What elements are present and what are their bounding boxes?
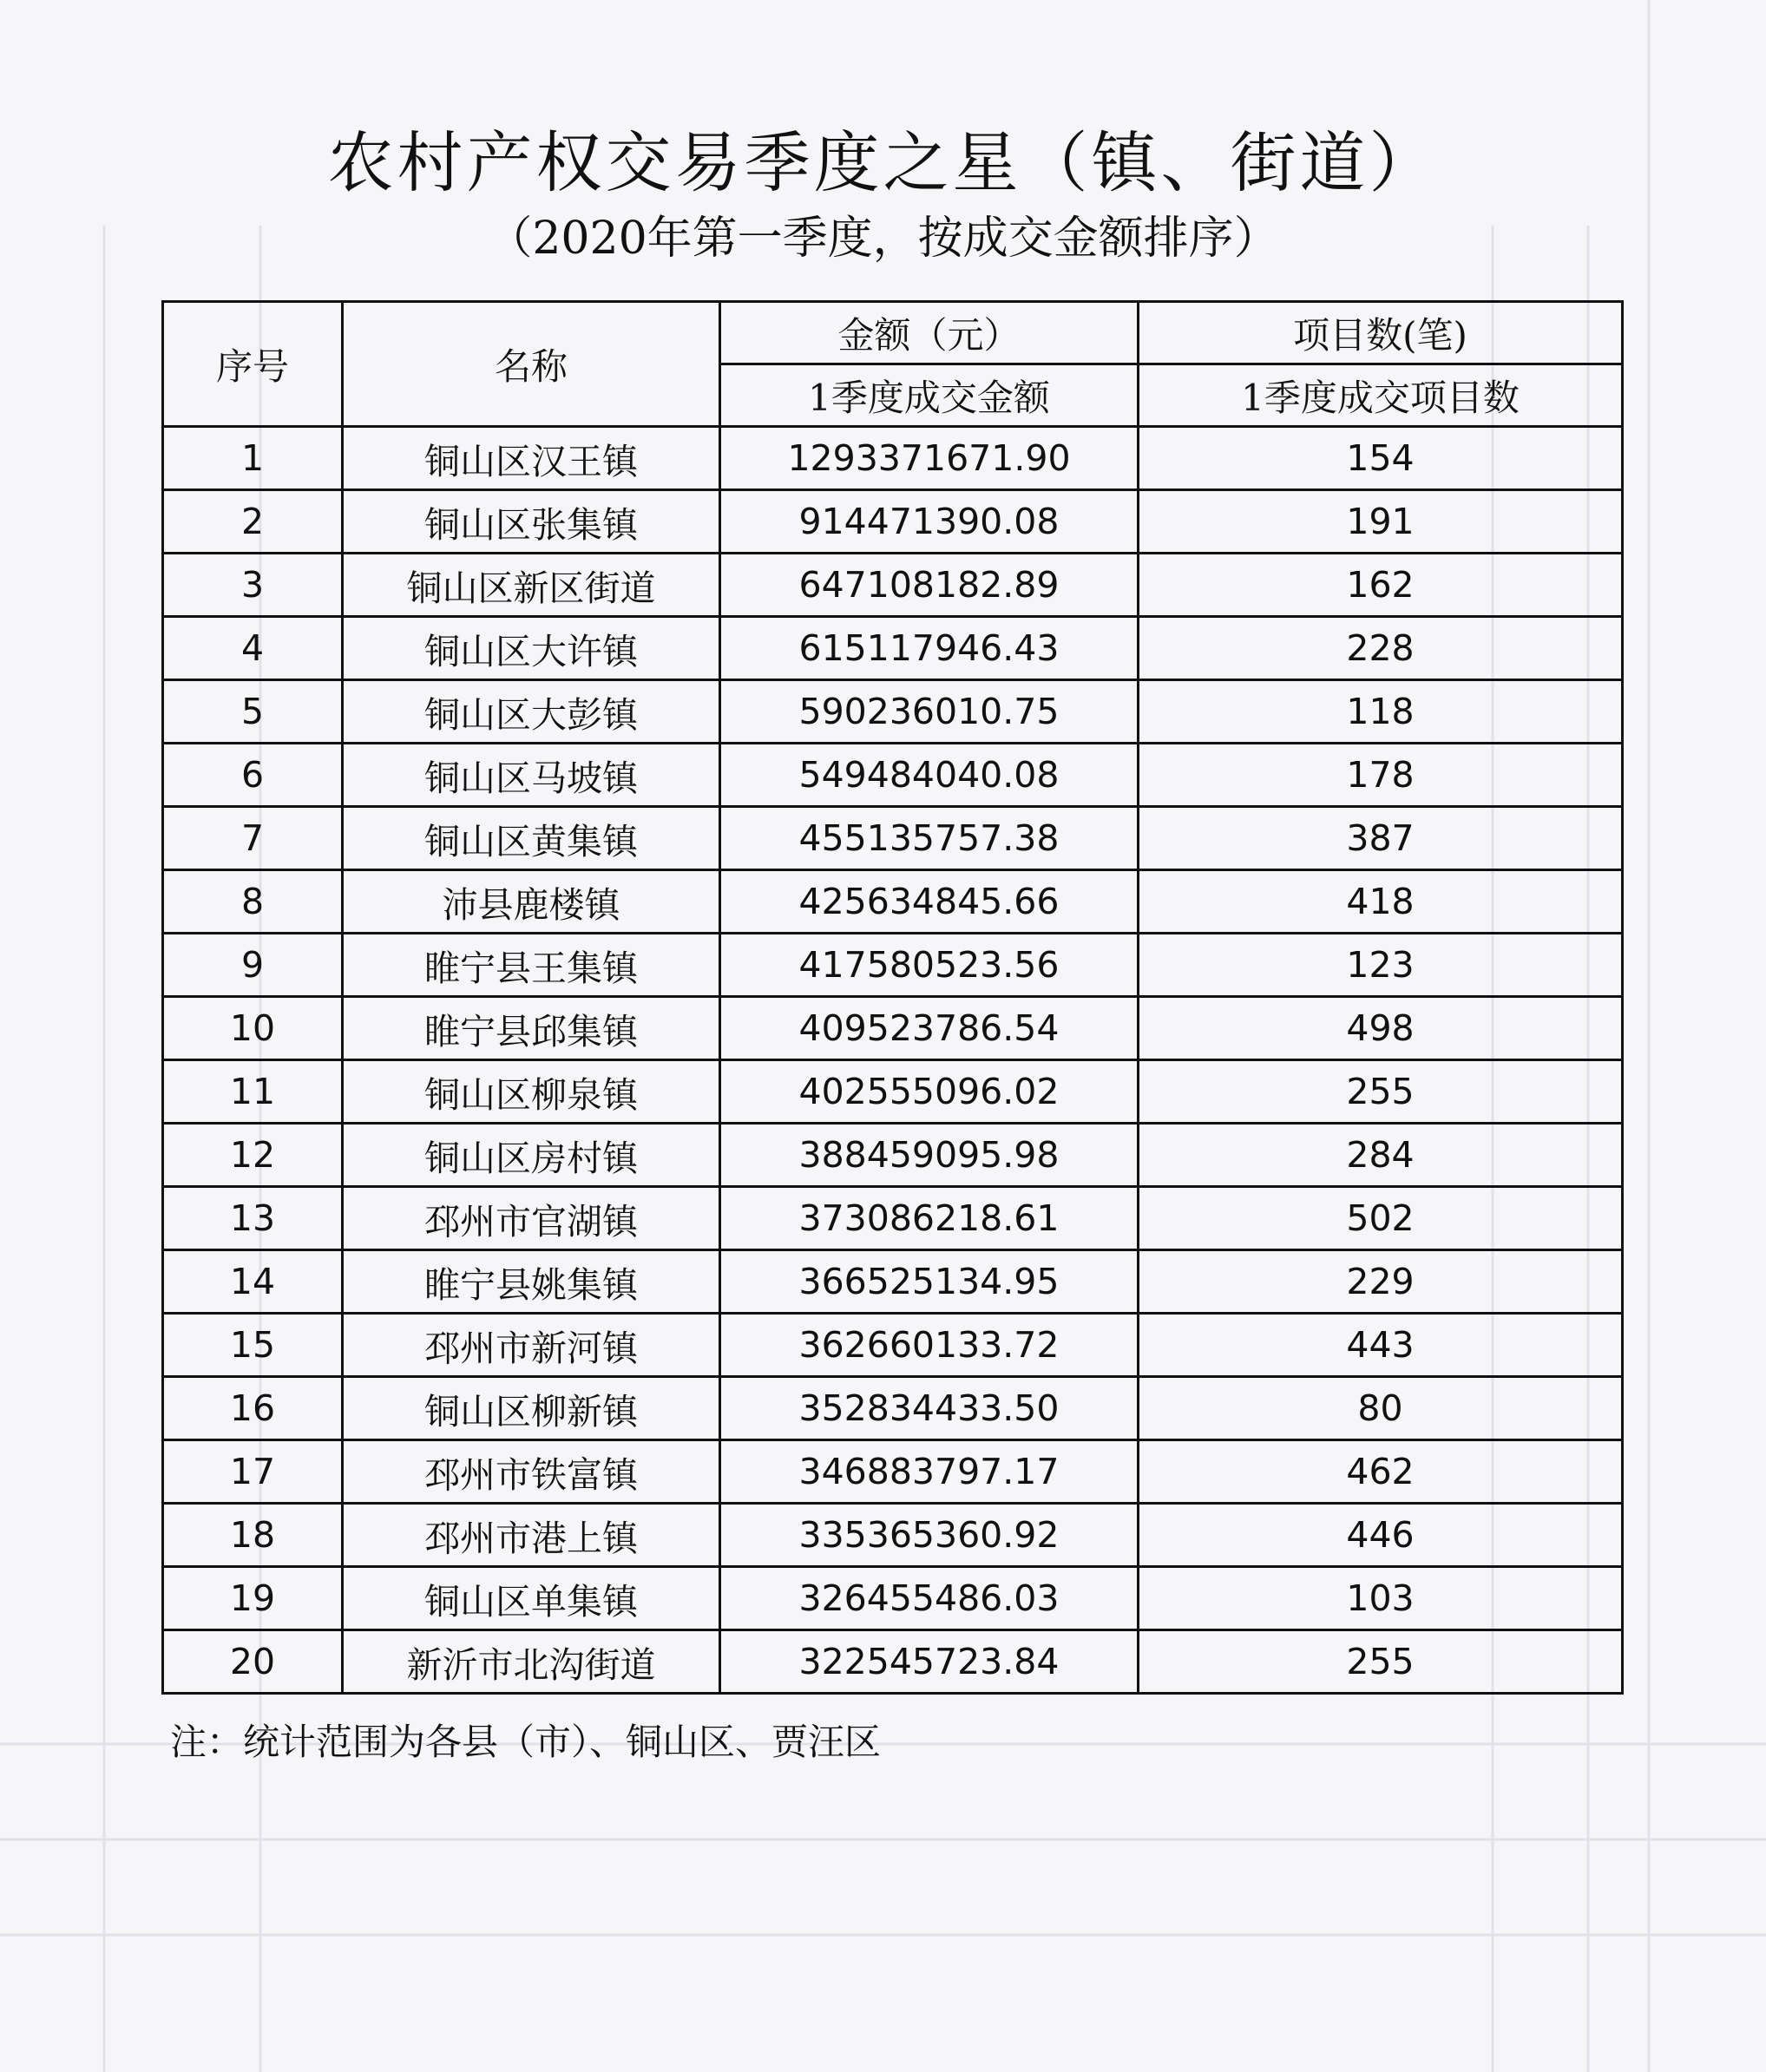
cell-seq: 7 [163, 807, 343, 870]
ranking-table [161, 300, 1624, 1695]
cell-amount: 417580523.56 [720, 934, 1139, 997]
cell-amount: 455135757.38 [720, 807, 1139, 870]
cell-amount: 388459095.98 [720, 1124, 1139, 1187]
cell-count: 103 [1139, 1567, 1623, 1630]
cell-amount: 366525134.95 [720, 1250, 1139, 1314]
table-row [163, 490, 1623, 554]
cell-count: 462 [1139, 1440, 1623, 1504]
cell-name: 铜山区新区街道 [343, 554, 720, 617]
cell-amount: 549484040.08 [720, 744, 1139, 807]
cell-seq: 17 [163, 1440, 343, 1504]
cell-seq: 9 [163, 934, 343, 997]
cell-count: 229 [1139, 1250, 1623, 1314]
cell-amount: 346883797.17 [720, 1440, 1139, 1504]
cell-amount: 590236010.75 [720, 680, 1139, 744]
cell-count: 178 [1139, 744, 1623, 807]
cell-count: 80 [1139, 1377, 1623, 1440]
header-amount-group: 金额（元） [720, 302, 1139, 364]
cell-amount: 352834433.50 [720, 1377, 1139, 1440]
table-row [163, 870, 1623, 934]
cell-count: 255 [1139, 1630, 1623, 1694]
cell-amount: 914471390.08 [720, 490, 1139, 554]
cell-count: 118 [1139, 680, 1623, 744]
cell-name: 邳州市官湖镇 [343, 1187, 720, 1250]
table-row [163, 617, 1623, 680]
cell-amount: 326455486.03 [720, 1567, 1139, 1630]
cell-seq: 16 [163, 1377, 343, 1440]
cell-seq: 14 [163, 1250, 343, 1314]
cell-count: 498 [1139, 997, 1623, 1060]
cell-name: 铜山区单集镇 [343, 1567, 720, 1630]
cell-amount: 1293371671.90 [720, 427, 1139, 490]
cell-seq: 19 [163, 1567, 343, 1630]
cell-count: 154 [1139, 427, 1623, 490]
page-subtitle: （2020年第一季度，按成交金额排序） [487, 213, 1279, 265]
cell-name: 铜山区大许镇 [343, 617, 720, 680]
table-row [163, 427, 1623, 490]
table-row [163, 1440, 1623, 1504]
cell-count: 191 [1139, 490, 1623, 554]
cell-seq: 11 [163, 1060, 343, 1124]
cell-seq: 10 [163, 997, 343, 1060]
cell-count: 387 [1139, 807, 1623, 870]
cell-seq: 6 [163, 744, 343, 807]
cell-amount: 402555096.02 [720, 1060, 1139, 1124]
cell-amount: 335365360.92 [720, 1504, 1139, 1567]
cell-count: 443 [1139, 1314, 1623, 1377]
cell-seq: 2 [163, 490, 343, 554]
cell-seq: 18 [163, 1504, 343, 1567]
page-title: 农村产权交易季度之星（镇、街道） [327, 124, 1439, 201]
cell-count: 162 [1139, 554, 1623, 617]
table-row [163, 1567, 1623, 1630]
table-row [163, 997, 1623, 1060]
cell-name: 铜山区房村镇 [343, 1124, 720, 1187]
header-seq: 序号 [163, 302, 343, 427]
table-row [163, 1124, 1623, 1187]
cell-seq: 5 [163, 680, 343, 744]
cell-name: 铜山区大彭镇 [343, 680, 720, 744]
table-row [163, 1060, 1623, 1124]
cell-seq: 1 [163, 427, 343, 490]
cell-seq: 20 [163, 1630, 343, 1694]
cell-count: 284 [1139, 1124, 1623, 1187]
cell-name: 铜山区柳新镇 [343, 1377, 720, 1440]
cell-name: 新沂市北沟街道 [343, 1630, 720, 1694]
cell-name: 睢宁县姚集镇 [343, 1250, 720, 1314]
cell-count: 255 [1139, 1060, 1623, 1124]
table-row [163, 1187, 1623, 1250]
cell-name: 铜山区张集镇 [343, 490, 720, 554]
cell-amount: 615117946.43 [720, 617, 1139, 680]
cell-name: 邳州市港上镇 [343, 1504, 720, 1567]
cell-count: 418 [1139, 870, 1623, 934]
cell-amount: 425634845.66 [720, 870, 1139, 934]
cell-seq: 13 [163, 1187, 343, 1250]
header-amount-sub: 1季度成交金额 [720, 364, 1139, 427]
cell-name: 睢宁县邱集镇 [343, 997, 720, 1060]
table-row [163, 680, 1623, 744]
table-row [163, 1630, 1623, 1694]
header-name: 名称 [343, 302, 720, 427]
cell-amount: 409523786.54 [720, 997, 1139, 1060]
cell-count: 228 [1139, 617, 1623, 680]
cell-amount: 647108182.89 [720, 554, 1139, 617]
table-row [163, 1504, 1623, 1567]
table-row [163, 1250, 1623, 1314]
cell-name: 邳州市新河镇 [343, 1314, 720, 1377]
footnote: 注：统计范围为各县（市）、铜山区、贾汪区 [170, 1721, 882, 1763]
cell-name: 邳州市铁富镇 [343, 1440, 720, 1504]
cell-name: 铜山区柳泉镇 [343, 1060, 720, 1124]
cell-count: 123 [1139, 934, 1623, 997]
cell-name: 沛县鹿楼镇 [343, 870, 720, 934]
table-row [163, 934, 1623, 997]
cell-name: 铜山区汉王镇 [343, 427, 720, 490]
cell-count: 446 [1139, 1504, 1623, 1567]
cell-name: 铜山区黄集镇 [343, 807, 720, 870]
cell-amount: 322545723.84 [720, 1630, 1139, 1694]
cell-seq: 15 [163, 1314, 343, 1377]
cell-amount: 362660133.72 [720, 1314, 1139, 1377]
cell-seq: 4 [163, 617, 343, 680]
header-count-group: 项目数(笔) [1139, 302, 1623, 364]
cell-name: 睢宁县王集镇 [343, 934, 720, 997]
header-count-sub: 1季度成交项目数 [1139, 364, 1623, 427]
cell-amount: 373086218.61 [720, 1187, 1139, 1250]
cell-count: 502 [1139, 1187, 1623, 1250]
cell-seq: 3 [163, 554, 343, 617]
cell-seq: 12 [163, 1124, 343, 1187]
table-row [163, 1377, 1623, 1440]
cell-seq: 8 [163, 870, 343, 934]
table-row [163, 1314, 1623, 1377]
cell-name: 铜山区马坡镇 [343, 744, 720, 807]
table-row [163, 807, 1623, 870]
table-row [163, 554, 1623, 617]
header-row-top [163, 302, 1623, 364]
table-row [163, 744, 1623, 807]
